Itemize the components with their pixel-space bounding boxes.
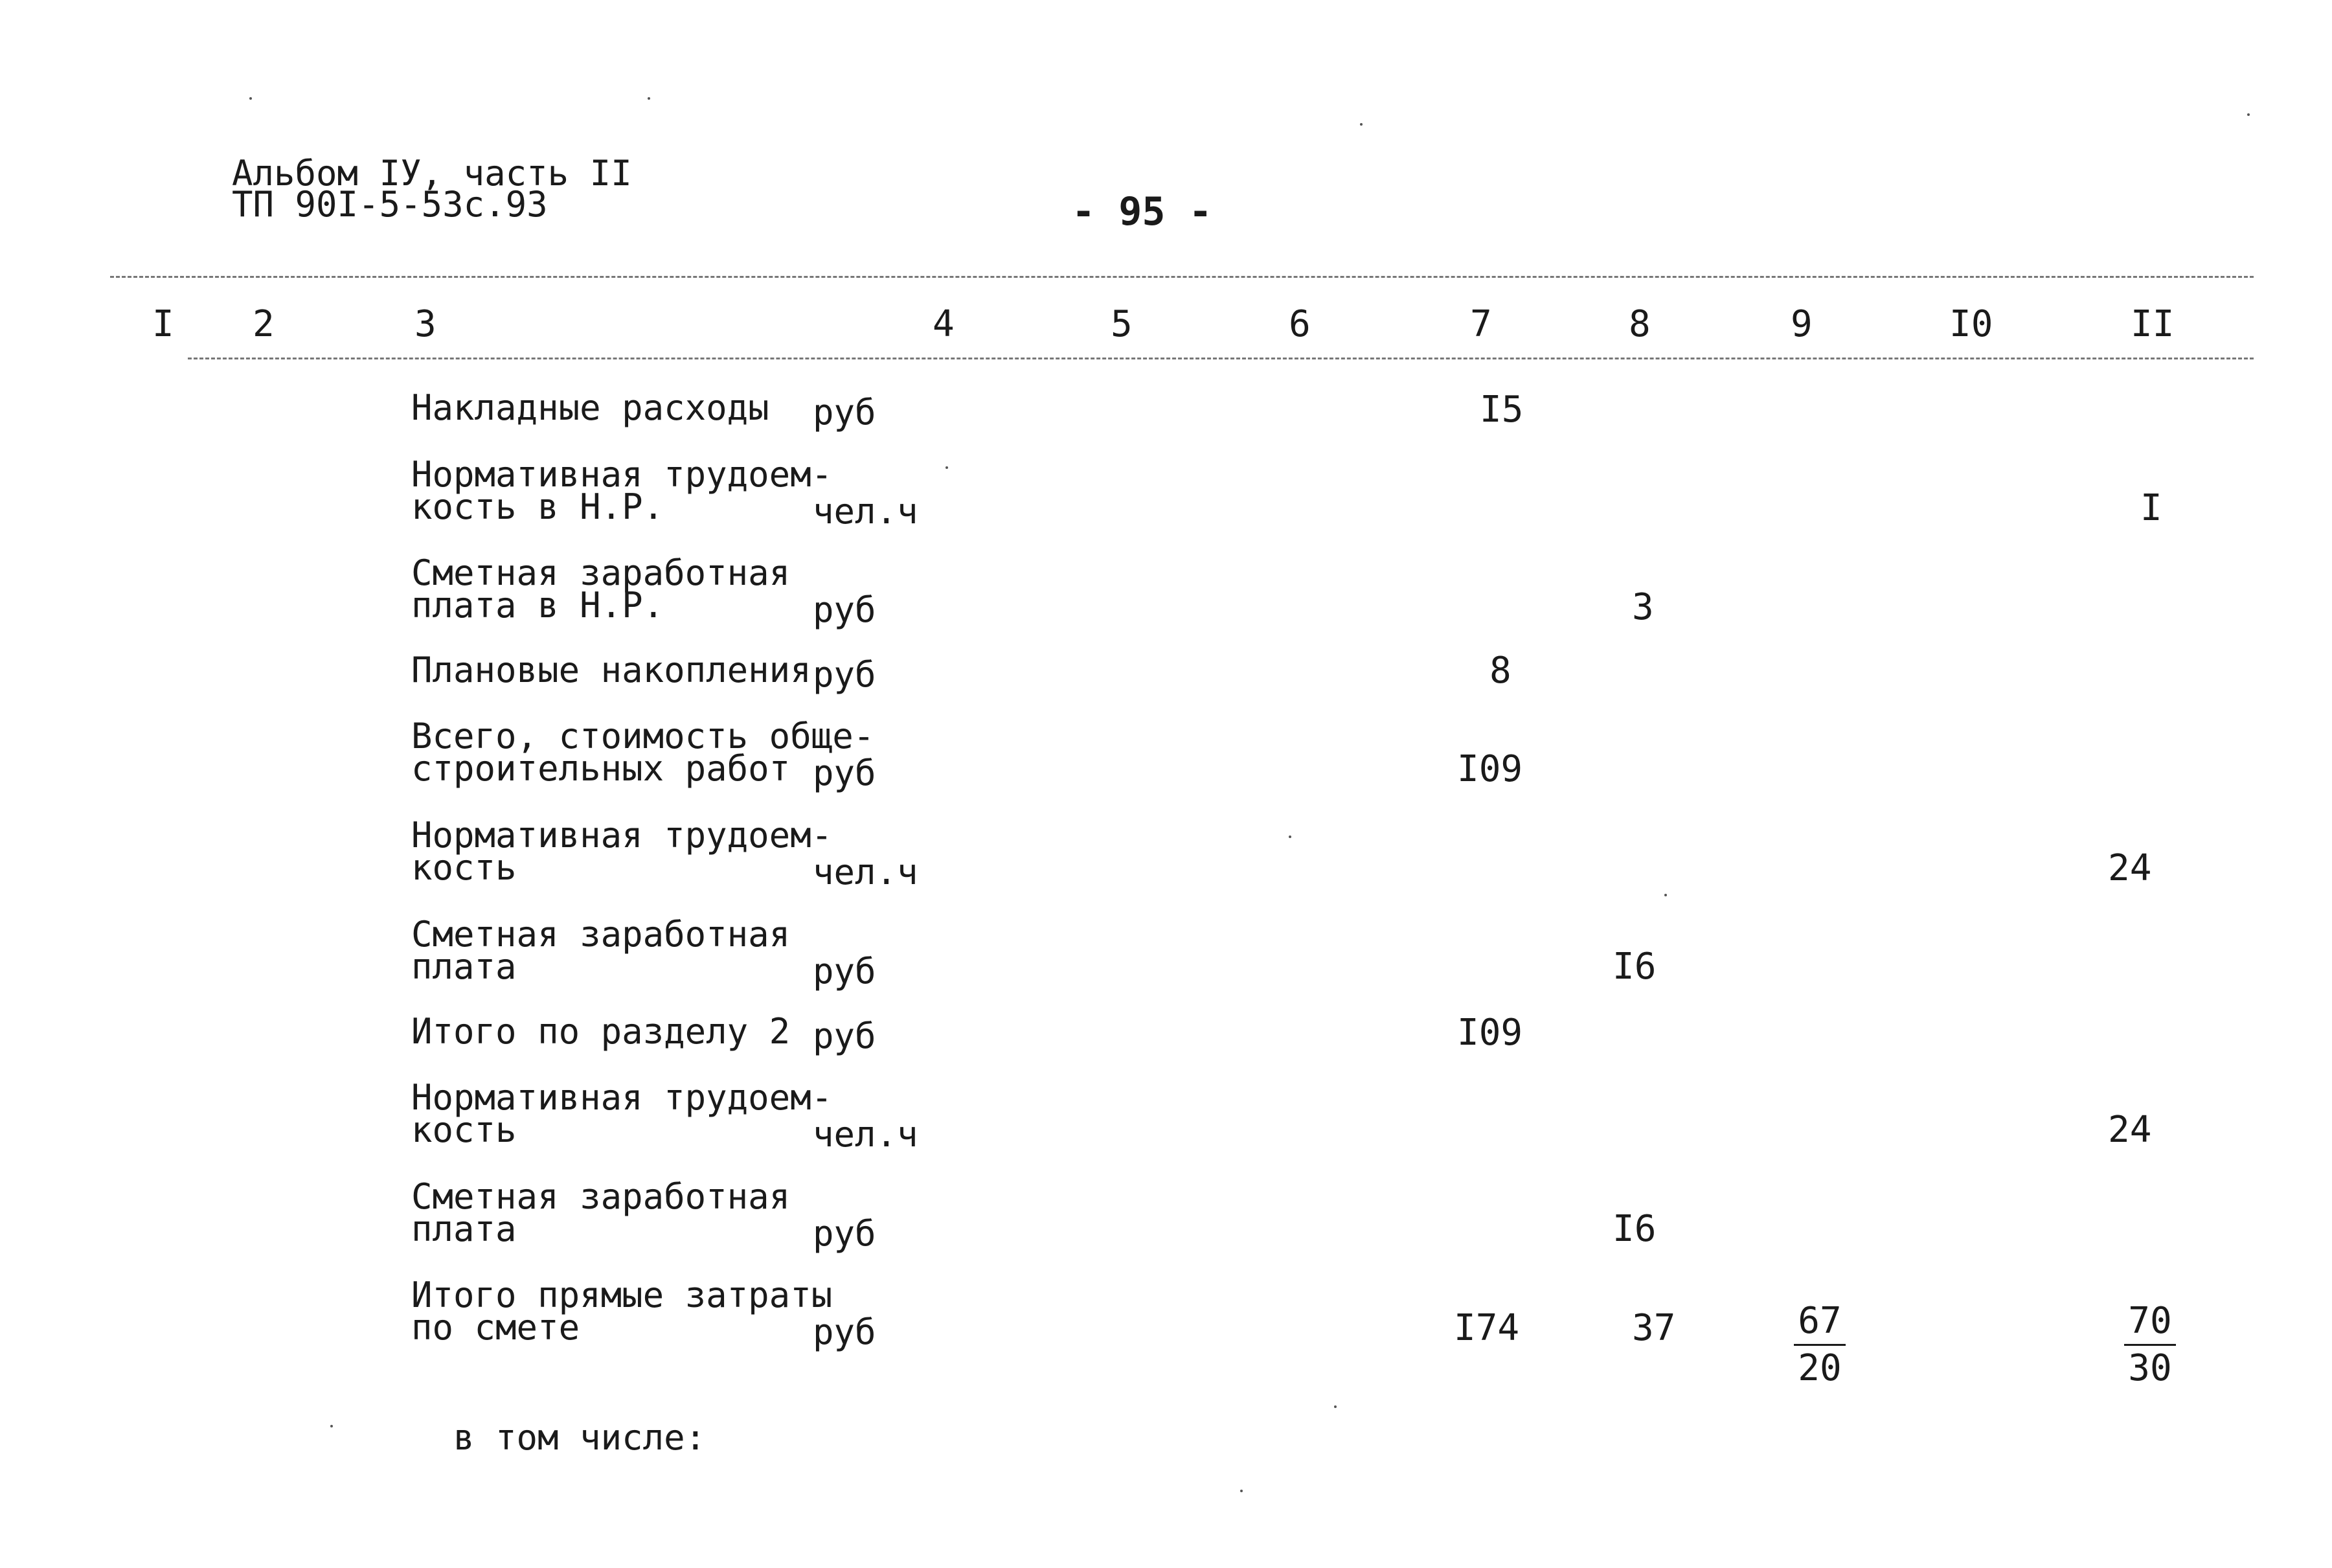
row-label: Итого прямые затраты bbox=[411, 1275, 833, 1315]
row-label: Плановые накопления bbox=[411, 650, 811, 690]
row-label-cont: плата bbox=[411, 1209, 517, 1249]
fraction-denominator: 20 bbox=[1798, 1347, 1842, 1389]
row-label-cont: плата в Н.Р. bbox=[411, 585, 664, 626]
col-header-10: I0 bbox=[1949, 303, 1993, 345]
scan-speck bbox=[1289, 835, 1291, 838]
row-unit: руб bbox=[813, 1213, 876, 1254]
scan-speck bbox=[1664, 894, 1667, 896]
row-value-col8: I6 bbox=[1613, 1208, 1657, 1250]
row-unit: руб bbox=[813, 1312, 876, 1352]
header-bottom-rule bbox=[188, 358, 2254, 359]
row-value-col11: 24 bbox=[2108, 1109, 2152, 1151]
row-label: Нормативная трудоем- bbox=[411, 1077, 833, 1118]
fraction-denominator: 30 bbox=[2128, 1347, 2172, 1389]
row-label-cont: кость bbox=[411, 1109, 517, 1150]
fraction-numerator: 67 bbox=[1794, 1299, 1845, 1346]
row-label: Всего, стоимость обще- bbox=[411, 716, 875, 756]
row-unit: руб bbox=[813, 951, 876, 992]
row-label: Нормативная трудоем- bbox=[411, 454, 833, 495]
row-unit: чел.ч bbox=[813, 1114, 918, 1155]
row-unit: руб bbox=[813, 753, 876, 793]
scan-speck bbox=[945, 466, 948, 469]
fraction-numerator: 70 bbox=[2124, 1299, 2175, 1346]
fraction-col9 bbox=[1784, 1299, 1855, 1391]
row-value-col11: I bbox=[2140, 487, 2162, 529]
row-label-cont: по смете bbox=[411, 1307, 580, 1348]
row-label-cont: кость bbox=[411, 847, 517, 888]
header-top-rule bbox=[110, 276, 2254, 278]
col-header-5: 5 bbox=[1111, 303, 1133, 345]
col-header-6: 6 bbox=[1289, 303, 1311, 345]
row-unit: руб bbox=[813, 654, 876, 695]
row-label: Нормативная трудоем- bbox=[411, 815, 833, 856]
fraction-col11 bbox=[2114, 1299, 2186, 1391]
footer-note: в том числе: bbox=[453, 1417, 707, 1458]
row-value-col7: I09 bbox=[1457, 748, 1523, 790]
row-value-col7: I74 bbox=[1454, 1307, 1520, 1349]
row-value-col8: I6 bbox=[1613, 946, 1657, 988]
row-label: Сметная заработная bbox=[411, 1176, 791, 1217]
col-header-8: 8 bbox=[1629, 303, 1651, 345]
row-value-col8: 3 bbox=[1632, 586, 1654, 628]
scan-speck bbox=[249, 97, 252, 100]
row-value-col7: 8 bbox=[1489, 650, 1511, 692]
row-label-cont: строительных работ bbox=[411, 748, 791, 789]
scan-speck bbox=[648, 97, 650, 100]
row-label: Накладные расходы bbox=[411, 387, 769, 428]
document-code: ТП 90I-5-53с.93 bbox=[232, 184, 548, 225]
scan-speck bbox=[330, 1425, 333, 1427]
col-header-7: 7 bbox=[1470, 303, 1492, 345]
album-title: Альбом IУ, часть II bbox=[232, 153, 632, 194]
row-value-col7: I09 bbox=[1457, 1012, 1523, 1054]
row-value-col11: 24 bbox=[2108, 847, 2152, 889]
row-unit: руб bbox=[813, 1016, 876, 1056]
row-value-col8: 37 bbox=[1632, 1307, 1676, 1349]
row-label-cont: кость в Н.Р. bbox=[411, 486, 664, 527]
col-header-1: I bbox=[152, 303, 174, 345]
col-header-2: 2 bbox=[253, 303, 275, 345]
row-label-cont: плата bbox=[411, 946, 517, 987]
col-header-9: 9 bbox=[1791, 303, 1813, 345]
row-value-col7: I5 bbox=[1480, 389, 1524, 431]
col-header-11: II bbox=[2131, 303, 2175, 345]
col-header-4: 4 bbox=[933, 303, 955, 345]
col-header-3: 3 bbox=[414, 303, 436, 345]
scan-speck bbox=[1360, 123, 1363, 126]
row-unit: чел.ч bbox=[813, 491, 918, 532]
row-label: Итого по разделу 2 bbox=[411, 1011, 791, 1052]
scan-speck bbox=[1240, 1490, 1243, 1492]
page-number: - 95 - bbox=[1072, 189, 1212, 234]
scan-speck bbox=[1334, 1405, 1337, 1408]
scan-speck bbox=[2247, 113, 2250, 116]
row-unit: руб bbox=[813, 392, 876, 433]
row-label: Сметная заработная bbox=[411, 914, 791, 955]
row-unit: руб bbox=[813, 589, 876, 630]
row-label: Сметная заработная bbox=[411, 552, 791, 593]
row-unit: чел.ч bbox=[813, 852, 918, 892]
